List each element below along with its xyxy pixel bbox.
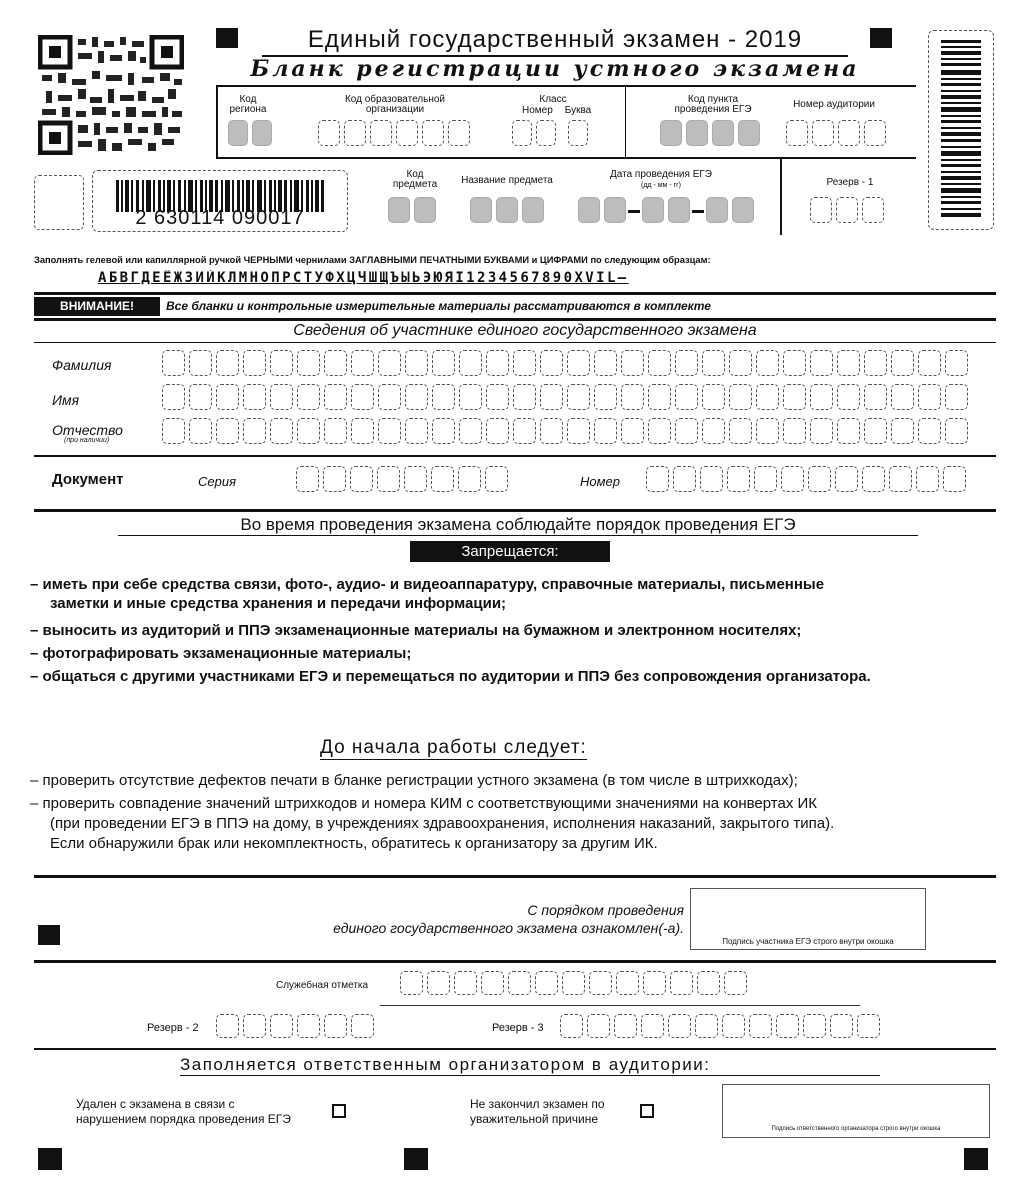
surname-cell[interactable] [189,350,212,376]
patronymic-cell[interactable] [297,418,320,444]
name-cell[interactable] [675,384,698,410]
registration-mark [964,1148,988,1170]
reserve2-cell[interactable] [243,1014,266,1038]
not-finished-checkbox[interactable] [640,1104,654,1118]
ppe-code-cell[interactable] [660,120,682,146]
label-name: Имя [52,392,80,408]
patronymic-cell[interactable] [459,418,482,444]
before-start-item: – проверить совпадение значений штрихкодов и номера КИМ с соответствующими значениями на конвертах ИК [30,795,818,812]
attention-text: Все бланки и контрольные измерительные материалы рассматриваются в комплекте [166,299,711,313]
rule-item: – выносить из аудиторий и ППЭ экзаменационные материалы на бумажном и электронном носителях; [30,622,802,639]
patronymic-cell[interactable] [729,418,752,444]
reserve3-cells [560,1014,880,1040]
patronymic-cell[interactable] [945,418,968,444]
label-reserve1: Резерв - 1 [826,177,874,188]
reserve3-cell[interactable] [641,1014,664,1038]
label-class: Класс [539,94,567,105]
series-cell[interactable] [296,466,319,492]
label-reserve2: Резерв - 2 [147,1022,199,1034]
before-start-item: (при проведении ЕГЭ в ППЭ на дому, в учреждениях здравоохранения, исполнения наказаний, закрытого типа). [50,815,835,832]
surname-cell[interactable] [324,350,347,376]
surname-cell[interactable] [567,350,590,376]
service-mark-cell[interactable] [562,971,585,995]
service-mark-cell[interactable] [670,971,693,995]
reserve3-cell[interactable] [776,1014,799,1038]
organizer-signature-caption: Подпись ответственного организатора строго внутри окошка [771,1126,941,1132]
reserve1-cell[interactable] [862,197,884,223]
name-cell[interactable] [378,384,401,410]
patronymic-cell[interactable] [702,418,725,444]
class-number-cell[interactable] [536,120,556,146]
patronymic-cell[interactable] [378,418,401,444]
registration-mark [404,1148,428,1170]
name-cell[interactable] [783,384,806,410]
name-cell[interactable] [891,384,914,410]
surname-cell[interactable] [891,350,914,376]
service-mark-cell[interactable] [697,971,720,995]
service-mark-cell[interactable] [481,971,504,995]
reserve2-cell[interactable] [270,1014,293,1038]
subject-code-cell[interactable] [388,197,410,223]
surname-cell[interactable] [243,350,266,376]
label-ppe-code: Код пункта проведения ЕГЭ [674,94,752,115]
name-cell[interactable] [162,384,185,410]
series-cell[interactable] [350,466,373,492]
service-mark-cell[interactable] [643,971,666,995]
org-code-cell[interactable] [318,120,340,146]
vertical-barcode-frame [928,30,994,230]
number-cell[interactable] [700,466,723,492]
not-finished-line1: Не закончил экзамен по [470,1097,605,1111]
patronymic-cell[interactable] [216,418,239,444]
qr-code [38,35,184,155]
label-exam-date: Дата проведения ЕГЭ [610,169,712,180]
label-org-code: Код образовательной организации [344,94,446,115]
number-cell[interactable] [943,466,966,492]
label-reserve3: Резерв - 3 [492,1022,544,1034]
reserve2-cell[interactable] [324,1014,347,1038]
organizer-section-title: Заполняется ответственным организатором в аудитории: [180,1055,880,1076]
name-cell[interactable] [702,384,725,410]
surname-cell[interactable] [540,350,563,376]
patronymic-cell[interactable] [756,418,779,444]
patronymic-cell[interactable] [432,418,455,444]
patronymic-cells [162,418,968,446]
surname-cell[interactable] [837,350,860,376]
surname-cell[interactable] [756,350,779,376]
name-cell[interactable] [189,384,212,410]
reserve3-cell[interactable] [560,1014,583,1038]
number-cell[interactable] [646,466,669,492]
name-cell[interactable] [918,384,941,410]
name-cell[interactable] [648,384,671,410]
surname-cell[interactable] [945,350,968,376]
subject-code-cell[interactable] [414,197,436,223]
patronymic-cell[interactable] [891,418,914,444]
patronymic-cell[interactable] [270,418,293,444]
name-cell[interactable] [351,384,374,410]
patronymic-cell[interactable] [189,418,212,444]
reserve2-cells [216,1014,376,1040]
name-cell[interactable] [324,384,347,410]
patronymic-cell[interactable] [594,418,617,444]
registration-mark [38,1148,62,1170]
class-letter-cell[interactable] [568,120,588,146]
service-mark-cells [400,971,750,997]
service-mark-cell[interactable] [535,971,558,995]
room-number-cell[interactable] [786,120,808,146]
number-cell[interactable] [781,466,804,492]
rule-item: заметки и иные средства хранения и передачи информации; [50,595,507,612]
before-start-item: Если обнаружили брак или некомплектность, обратитесь к организатору за другим ИК. [50,835,658,852]
reserve3-cell[interactable] [695,1014,718,1038]
name-cell[interactable] [756,384,779,410]
series-cell[interactable] [404,466,427,492]
name-cell[interactable] [243,384,266,410]
patronymic-cell[interactable] [162,418,185,444]
corner-box [34,175,84,230]
surname-cell[interactable] [675,350,698,376]
label-patronymic: Отчество [52,422,123,438]
patronymic-cell[interactable] [351,418,374,444]
attention-label: ВНИМАНИЕ! [34,297,160,316]
patronymic-cell[interactable] [486,418,509,444]
exam-year-cell[interactable] [732,197,754,223]
number-cell[interactable] [754,466,777,492]
surname-cells [162,350,968,378]
reserve2-cell[interactable] [297,1014,320,1038]
reserve2-cell[interactable] [216,1014,239,1038]
patronymic-cell[interactable] [324,418,347,444]
surname-cell[interactable] [648,350,671,376]
number-cell[interactable] [916,466,939,492]
name-cell[interactable] [459,384,482,410]
subject-name-cell[interactable] [522,197,544,223]
surname-cell[interactable] [783,350,806,376]
name-cell[interactable] [540,384,563,410]
ppe-code-cell[interactable] [738,120,760,146]
service-mark-cell[interactable] [427,971,450,995]
patronymic-cell[interactable] [783,418,806,444]
label-class-letter: Буква [564,105,592,116]
forbidden-label: Запрещается: [410,541,610,562]
patronymic-cell[interactable] [243,418,266,444]
name-cell[interactable] [405,384,428,410]
ppe-code-cell[interactable] [712,120,734,146]
patronymic-cell[interactable] [918,418,941,444]
name-cell[interactable] [810,384,833,410]
service-mark-cell[interactable] [508,971,531,995]
surname-cell[interactable] [594,350,617,376]
surname-cell[interactable] [459,350,482,376]
number-cell[interactable] [889,466,912,492]
removed-line1: Удален с экзамена в связи с [76,1097,235,1111]
label-room-number: Номер аудитории [793,99,875,110]
number-cells [646,466,970,494]
rule-item: – фотографировать экзаменационные материалы; [30,645,412,662]
patronymic-cell[interactable] [405,418,428,444]
name-cells [162,384,968,412]
name-cell[interactable] [594,384,617,410]
barcode-number: 2 630114 090017 [135,207,305,229]
reserve3-cell[interactable] [857,1014,880,1038]
surname-cell[interactable] [351,350,374,376]
org-code-cell[interactable] [422,120,444,146]
surname-cell[interactable] [162,350,185,376]
label-region-code: Код региона [229,94,267,115]
name-cell[interactable] [216,384,239,410]
surname-cell[interactable] [297,350,320,376]
service-mark-cell[interactable] [400,971,423,995]
exam-year-cell[interactable] [706,197,728,223]
exam-month-cell[interactable] [668,197,690,223]
ack-line1: С порядком проведения [527,902,684,918]
vertical-barcode [941,40,981,220]
surname-cell[interactable] [405,350,428,376]
not-finished-line2: уважительной причине [470,1112,599,1126]
room-number-cell[interactable] [838,120,860,146]
label-exam-date-format: (дд - мм - гг) [640,182,681,189]
patronymic-cell[interactable] [648,418,671,444]
removed-checkbox[interactable] [332,1104,346,1118]
label-document: Документ [52,471,124,488]
reserve2-cell[interactable] [351,1014,374,1038]
surname-cell[interactable] [216,350,239,376]
surname-cell[interactable] [810,350,833,376]
reserve3-cell[interactable] [722,1014,745,1038]
reserve1-cell[interactable] [810,197,832,223]
name-cell[interactable] [486,384,509,410]
org-code-cell[interactable] [448,120,470,146]
series-cell[interactable] [458,466,481,492]
series-cell[interactable] [323,466,346,492]
reserve3-cell[interactable] [587,1014,610,1038]
registration-mark [216,28,238,48]
patronymic-cell[interactable] [540,418,563,444]
reserve1-cell[interactable] [836,197,858,223]
form-title: Единый государственный экзамен - 2019 [262,26,848,57]
rules-title: Во время проведения экзамена соблюдайте порядок проведения ЕГЭ [118,515,918,536]
series-cell[interactable] [431,466,454,492]
class-number-cell[interactable] [512,120,532,146]
series-cell[interactable] [377,466,400,492]
surname-cell[interactable] [702,350,725,376]
label-service-mark: Служебная отметка [276,980,369,991]
surname-cell[interactable] [270,350,293,376]
patronymic-cell[interactable] [837,418,860,444]
surname-cell[interactable] [513,350,536,376]
patronymic-cell[interactable] [810,418,833,444]
room-number-cell[interactable] [864,120,886,146]
name-cell[interactable] [270,384,293,410]
org-code-cell[interactable] [396,120,418,146]
service-mark-cell[interactable] [454,971,477,995]
label-number: Номер [580,474,620,489]
label-class-number: Номер [522,105,553,116]
name-cell[interactable] [621,384,644,410]
surname-cell[interactable] [729,350,752,376]
number-cell[interactable] [835,466,858,492]
region-code-cell[interactable] [252,120,272,146]
before-start-item: – проверить отсутствие дефектов печати в бланке регистрации устного экзамена (в том числе в штрихкодах); [30,772,798,789]
reserve3-cell[interactable] [830,1014,853,1038]
series-cell[interactable] [485,466,508,492]
exam-day-cell[interactable] [578,197,600,223]
surname-cell[interactable] [864,350,887,376]
rule-item: – иметь при себе средства связи, фото-, аудио- и видеоаппаратуру, справочные материалы, письменные [30,576,825,593]
room-number-cell[interactable] [812,120,834,146]
registration-mark [38,925,60,945]
number-cell[interactable] [727,466,750,492]
name-cell[interactable] [567,384,590,410]
surname-cell[interactable] [621,350,644,376]
surname-cell[interactable] [378,350,401,376]
form-subtitle: Бланк регистрации устного экзамена [250,56,860,82]
subject-name-cell[interactable] [470,197,492,223]
participant-section-title: Сведения об участнике единого государственного экзамена [293,322,757,339]
ppe-code-cell[interactable] [686,120,708,146]
reserve3-cell[interactable] [749,1014,772,1038]
participant-signature-caption: Подпись участника ЕГЭ строго внутри окошка [722,937,894,946]
service-mark-cell[interactable] [616,971,639,995]
label-subject-code: Код предмета [392,169,438,190]
reserve3-cell[interactable] [668,1014,691,1038]
label-patronymic-note: (при наличии) [64,437,110,444]
removed-line2: нарушением порядка проведения ЕГЭ [76,1112,291,1126]
org-code-cell[interactable] [370,120,392,146]
subject-name-cell[interactable] [496,197,518,223]
name-cell[interactable] [432,384,455,410]
label-subject-name: Название предмета [461,175,553,186]
service-mark-cell[interactable] [589,971,612,995]
surname-cell[interactable] [486,350,509,376]
region-code-cell[interactable] [228,120,248,146]
label-series: Серия [198,474,237,489]
patronymic-cell[interactable] [621,418,644,444]
patronymic-cell[interactable] [513,418,536,444]
patronymic-cell[interactable] [675,418,698,444]
fill-instruction: Заполнять гелевой или капиллярной ручкой ЧЕРНЫМИ чернилами ЗАГЛАВНЫМИ ПЕЧАТНЫМИ БУКВАМИ и ЦИФРАМИ по следующим образцам: [34,255,711,265]
name-cell[interactable] [864,384,887,410]
number-cell[interactable] [862,466,885,492]
name-cell[interactable] [297,384,320,410]
ack-line2: единого государственного экзамена ознакомлен(-а). [333,920,684,936]
patronymic-cell[interactable] [864,418,887,444]
exam-day-cell[interactable] [604,197,626,223]
exam-month-cell[interactable] [642,197,664,223]
patronymic-cell[interactable] [567,418,590,444]
label-surname: Фамилия [52,357,112,373]
name-cell[interactable] [837,384,860,410]
sample-glyphs: АБВГДЕЁЖЗИЙКЛМНОПРСТУФХЦЧШЩЪЫЬЭЮЯI1234567890XVIL– [98,270,629,286]
series-cells [296,466,508,494]
reserve3-cell[interactable] [614,1014,637,1038]
rule-item: – общаться с другими участниками ЕГЭ и перемещаться по аудитории и ППЭ без сопровождения организатора. [30,668,871,685]
number-cell[interactable] [673,466,696,492]
service-mark-cell[interactable] [724,971,747,995]
surname-cell[interactable] [432,350,455,376]
registration-mark [870,28,892,48]
before-start-title: До начала работы следует: [320,737,587,758]
number-cell[interactable] [808,466,831,492]
name-cell[interactable] [513,384,536,410]
name-cell[interactable] [729,384,752,410]
surname-cell[interactable] [918,350,941,376]
name-cell[interactable] [945,384,968,410]
org-code-cell[interactable] [344,120,366,146]
reserve3-cell[interactable] [803,1014,826,1038]
